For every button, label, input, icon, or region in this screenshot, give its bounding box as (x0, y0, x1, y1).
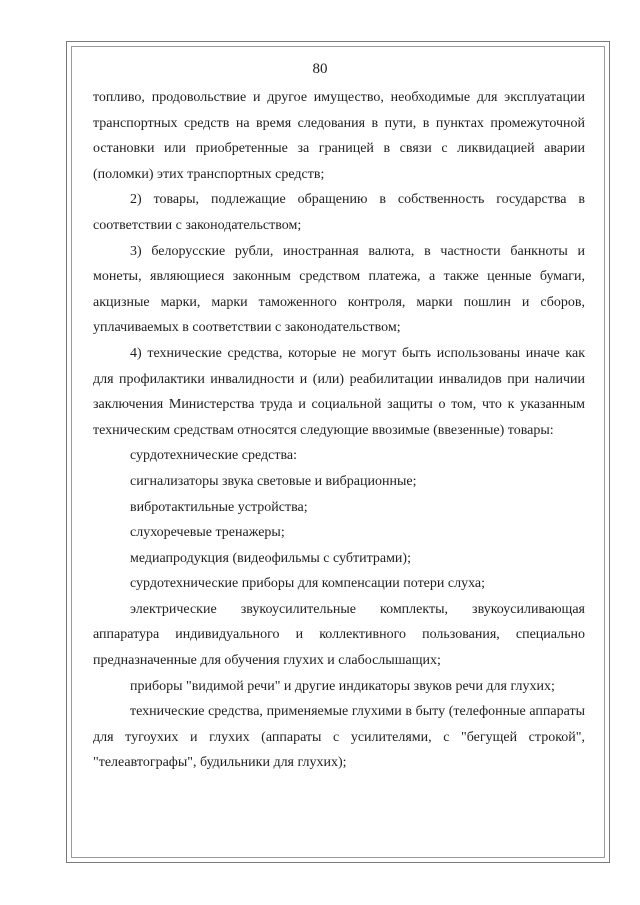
list-item-2: сигнализаторы звука световые и вибрационные; (130, 473, 417, 489)
list-item-9: технические средства, применяемые глухими в быту (телефонные аппараты для тугоухих и глухих (аппараты с усилителями, с "бегущей строкой", "телеавтографы", будильники для глухих); (93, 704, 585, 771)
page-number: 80 (312, 61, 328, 77)
list-item-8: приборы "видимой речи" и другие индикаторы звуков речи для глухих; (130, 678, 555, 694)
paragraph-4: 4) технические средства, которые не могут быть использованы иначе как для профилактики инвалидности и (или) реабилитации инвалидов при наличии заключения Министерства труда и социальной защиты о том, что к указанным техническим средствам относятся следующие ввозимые (ввезенные) товары: (93, 345, 585, 438)
list-item-6: сурдотехнические приборы для компенсации потери слуха; (130, 576, 486, 592)
list-item-4: слухоречевые тренажеры; (130, 525, 285, 541)
list-item-7: электрические звукоусилительные комплекты, звукоусиливающая аппаратура индивидуального и коллективного пользования, специально предназначенные для обучения глухих и слабослышащих; (93, 601, 585, 669)
paragraph-3: 3) белорусские рубли, иностранная валюта, в частности банкноты и монеты, являющиеся законным средством платежа, а также ценные бумаги, акцизные марки, марки таможенного контроля, марки пошлин и сборов, уплачиваемых в соответствии с законодательством; (93, 243, 585, 336)
list-item-3: вибротактильные устройства; (130, 499, 308, 515)
paragraph-1: топливо, продовольствие и другое имущество, необходимые для эксплуатации транспортных средств на время следования в пути, в пунктах промежуточной остановки или приобретенные за границей в связи с ликвидацией аварии (поломки) этих транспортных средств; (93, 90, 585, 182)
list-item-5: медиапродукция (видеофильмы с субтитрами); (130, 550, 411, 566)
document-body (93, 85, 585, 776)
paragraph-2: 2) товары, подлежащие обращению в собственность государства в соответствии с законодательством; (93, 192, 585, 233)
list-item-1: сурдотехнические средства: (130, 448, 297, 464)
